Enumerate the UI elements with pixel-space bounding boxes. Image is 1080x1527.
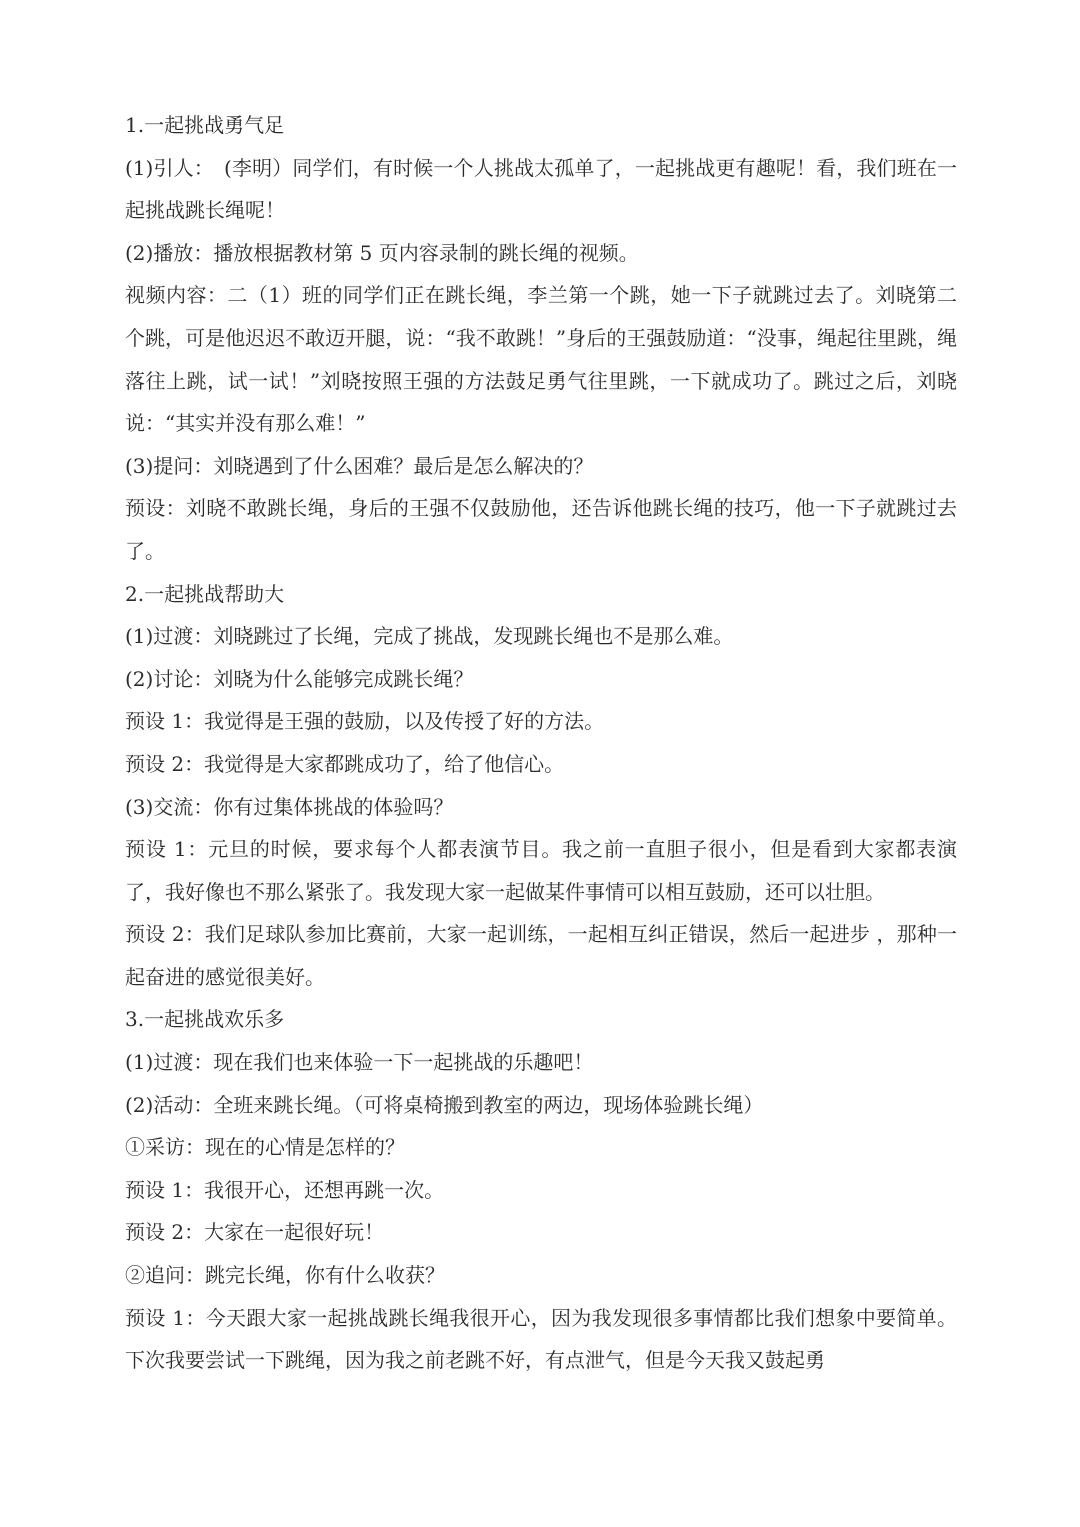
paragraph-preset-1d: 预设 1：今天跟大家一起挑战跳长绳我很开心，因为我发现很多事情都比我们想象中要简单。下次我要尝试一下跳绳，因为我之前老跳不好，有点泄气，但是今天我又鼓起勇 xyxy=(125,1305,957,1373)
document-page xyxy=(125,104,957,1382)
paragraph-follow-up: ②追问：跳完长绳，你有什么收获？ xyxy=(125,1263,445,1288)
paragraph-preset: 预设：刘晓不敢跳长绳，身后的王强不仅鼓励他，还告诉他跳长绳的技巧，他一下子就跳过去了。 xyxy=(125,496,957,563)
paragraph-transition: (1)过渡：刘晓跳过了长绳，完成了挑战，发现跳长绳也不是那么难。 xyxy=(125,624,734,649)
paragraph-preset-1c: 预设 1：我很开心，还想再跳一次。 xyxy=(125,1177,445,1202)
heading-section-3: 3.一起挑战欢乐多 xyxy=(125,1007,285,1032)
heading-section-1: 1.一起挑战勇气足 xyxy=(125,113,285,137)
paragraph-transition-2: (1)过渡：现在我们也来体验一下一起挑战的乐趣吧！ xyxy=(125,1050,594,1075)
paragraph-exchange: (3)交流：你有过集体挑战的体验吗？ xyxy=(125,794,454,819)
paragraph-preset-1: 预设 1：我觉得是王强的鼓励，以及传授了好的方法。 xyxy=(125,709,605,734)
paragraph-play-video: (2)播放：播放根据教材第 5 页内容录制的跳长绳的视频。 xyxy=(125,240,639,265)
paragraph-video-content: 视频内容：二（1）班的同学们正在跳长绳，李兰第一个跳，她一下子就跳过去了。刘晓第二个跳，可是他迟迟不敢迈开腿，说：“我不敢跳！”身后的王强鼓励道：“没事，绳起往里跳，绳落往上跳，试一试！”刘晓按照王强的方法鼓足勇气往里跳，一下就成功了。跳过之后，刘晓说：“其实并没有那么难！” xyxy=(125,283,957,436)
paragraph-preset-1b: 预设 1：元旦的时候，要求每个人都表演节目。我之前一直胆子很小，但是看到大家都表演了，我好像也不那么紧张了。我发现大家一起做某件事情可以相互鼓励，还可以壮胆。 xyxy=(125,837,957,904)
paragraph-interview: ①采访：现在的心情是怎样的？ xyxy=(125,1135,405,1160)
paragraph-activity: (2)活动：全班来跳长绳。（可将桌椅搬到教室的两边，现场体验跳长绳） xyxy=(125,1092,764,1117)
paragraph-discussion: (2)讨论：刘晓为什么能够完成跳长绳？ xyxy=(125,666,474,691)
paragraph-preset-2c: 预设 2：大家在一起很好玩！ xyxy=(125,1220,385,1245)
heading-section-2: 2.一起挑战帮助大 xyxy=(125,581,285,606)
paragraph-preset-2: 预设 2：我觉得是大家都跳成功了，给了他信心。 xyxy=(125,751,565,776)
paragraph-intro: (1)引人： (李明）同学们，有时候一个人挑战太孤单了，一起挑战更有趣呢！看，我们班在一起挑战跳长绳呢！ xyxy=(125,155,957,223)
paragraph-question: (3)提问：刘晓遇到了什么困难？最后是怎么解决的？ xyxy=(125,453,594,478)
paragraph-preset-2b: 预设 2：我们足球队参加比赛前，大家一起训练，一起相互纠正错误，然后一起进步 ，那种一起奋进的感觉很美好。 xyxy=(125,922,957,989)
